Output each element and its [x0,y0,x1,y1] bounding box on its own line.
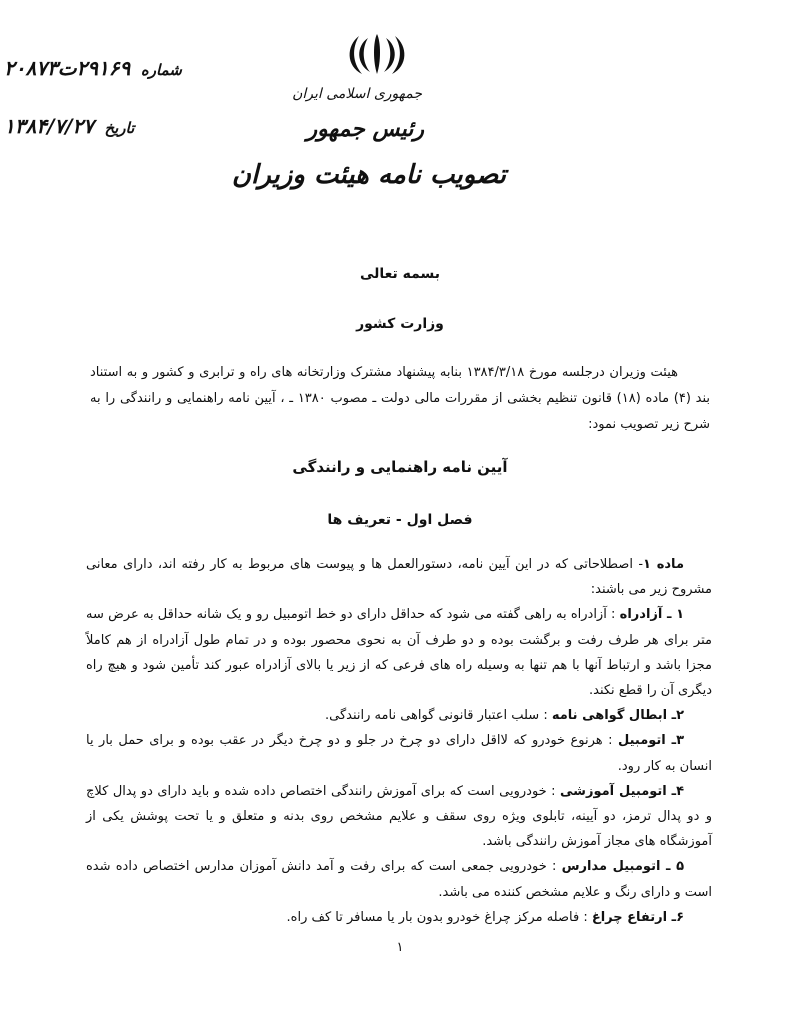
basmala: بسمه تعالی [359,266,441,282]
definition-item [86,728,712,778]
definition-text: : آزادراه به راهی گفته می شود که حداقل دارای دو خط اتومبیل رو و یک شانه حداقل به عرض سه متر برای هر طرف رفت و برگشت بوده و دو طرف آن به نحوی محصور بوده و در تمام طول آزادراه از هم کاملاً مجزا باشد و ارتباط آنها با هم تنها به وسیله راه های فرعی که از زیر یا بالای آزادراه عبور کند تأمین شود و هیچ راه دیگری آن را قطع نکند. [86,607,712,699]
article-1-text: - اصطلاحاتی که در این آیین نامه، دستورالعمل ها و پیوست های مربوط به کار رفته اند، دارای معانی مشروح زیر می باشند: [86,557,712,598]
definition-item [86,854,712,904]
recipient: وزارت کشور [356,316,444,332]
definition-text: : هرنوع خودرو که لااقل دارای دو چرخ در جلو و دو چرخ دیگر در عقب بوده و برای حمل بار یا انسان به کار رود. [86,733,712,774]
letter-number-value: ۲۹۱۶۹ت۲۰۸۷۳ [4,56,131,80]
letter-date-value: ۱۳۸۴/۷/۲۷ [4,114,94,138]
intro-paragraph: هیئت وزیران درجلسه مورخ ۱۳۸۴/۳/۱۸ بنابه پیشنهاد مشترک وزارتخانه های راه و ترابری و کشور و به استناد بند (۴) ماده (۱۸) قانون تنظیم بخشی از مقررات مالی دولت ـ مصوب ۱۳۸۰ ـ ، آیین نامه راهنمایی و رانندگی را به شرح زیر تصویب نمود: [90,365,711,432]
definition-term: ۱ ـ آزادراه [619,607,684,623]
definition-item [86,905,712,930]
article-1-label: ماده ۱ [643,557,684,572]
iran-emblem-icon [346,32,408,76]
page-number: ۱ [396,940,404,955]
letter-date [4,116,134,137]
definition-text: : خودرویی جمعی است که برای رفت و آمد دانش آموزان مدارس اختصاص داده شده است و دارای رنگ و علایم مشخص کننده می باشد. [86,859,712,900]
header-document-type: تصویب نامه هیئت وزیران [231,160,506,190]
definition-text: : سلب اعتبار قانونی گواهی نامه رانندگی. [325,708,552,724]
definitions-section [86,552,712,930]
definition-text: : فاصله مرکز چراغ خودرو بدون بار یا مسافر تا کف راه. [286,909,592,925]
article-1 [86,552,712,602]
definition-term: ۴ـ اتومبیل آموزشی [560,783,684,799]
definition-text: : خودرویی است که برای آموزش رانندگی اختصاص داده شده و باید دارای دو پدال کلاچ و دو پدال ترمز، دو آیینه، تابلوی ویژه روی سقف و علایم مشخص روی بدنه و متعلق و یا تحت پوشش یکی از آموزشگاه های مجاز آموزش رانندگی باشد. [86,783,712,850]
header-country: جمهوری اسلامی ایران [292,86,422,102]
definition-item [86,779,712,855]
definition-term: ۶ـ ارتفاع چراغ [591,909,684,925]
chapter-title: فصل اول - تعریف ها [327,512,473,528]
definition-term: ۲ـ ابطال گواهی نامه [551,708,684,724]
letter-number-label: شماره [140,61,182,79]
definition-item [86,602,712,703]
letter-date-label: تاریخ [104,119,135,137]
definition-item [86,703,712,728]
header-office: رئیس جمهور [306,116,424,142]
letter-number [4,58,182,79]
regulation-title: آیین نامه راهنمایی و رانندگی [292,458,508,476]
definition-term: ۳ـ اتومبیل [618,733,685,749]
definition-term: ۵ ـ اتومبیل مدارس [561,859,684,875]
